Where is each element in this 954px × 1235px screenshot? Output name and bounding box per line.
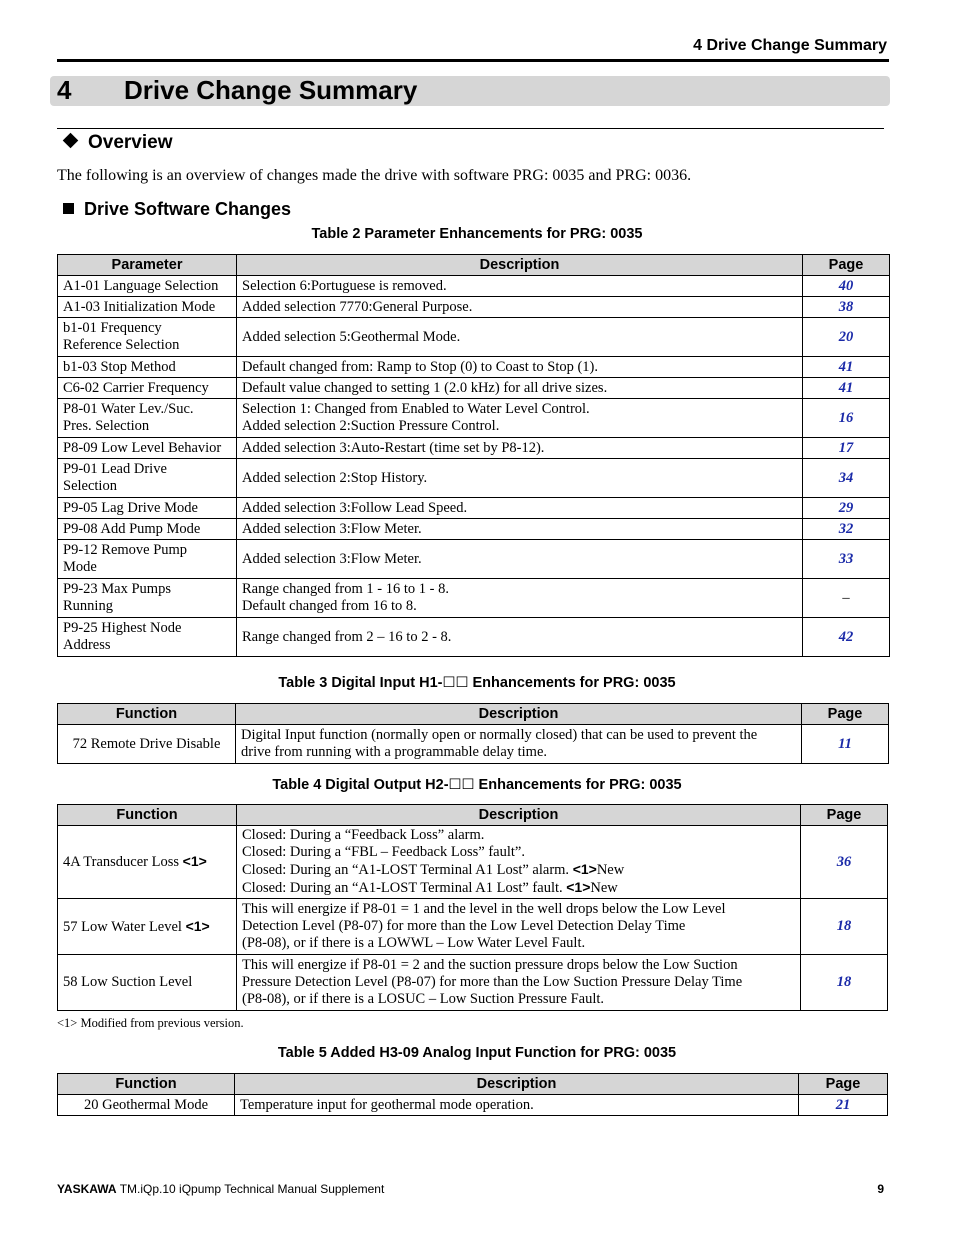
table-row	[58, 899, 888, 955]
cell-line: Closed: During an “A1-LOST Terminal A1 Lost” fault.	[242, 880, 567, 896]
cell-line: Added selection 7770:General Purpose.	[242, 298, 473, 315]
table-header-row	[58, 255, 890, 276]
table-row	[58, 498, 890, 519]
function-name: 57 Low Water Level	[63, 918, 182, 935]
new-label: New	[596, 862, 625, 878]
page-link[interactable]: 41	[803, 378, 890, 399]
parameter-cell	[58, 399, 237, 438]
cell-line: P9-12 Remove Pump	[63, 542, 188, 558]
page-link[interactable]: 21	[799, 1095, 888, 1116]
table-header-row	[58, 704, 889, 725]
cell-line: Address	[63, 637, 111, 653]
description-cell	[237, 438, 803, 459]
table-row	[58, 1095, 888, 1116]
cell-line: This will energize if P8-01 = 1 and the level in the well drops below the Low Level	[242, 901, 726, 917]
footnote-ref: <1>	[185, 917, 210, 934]
cell-line: Added selection 2:Suction Pressure Control.	[242, 418, 500, 434]
table2	[57, 254, 890, 657]
table-row	[58, 438, 890, 459]
cell-line: Default changed from: Ramp to Stop (0) to Coast to Stop (1).	[242, 358, 599, 375]
cell-line: P9-05 Lag Drive Mode	[63, 499, 198, 516]
page-link[interactable]: 20	[803, 318, 890, 357]
description-cell	[237, 297, 803, 318]
page-link[interactable]: 34	[803, 459, 890, 498]
description-cell	[237, 459, 803, 498]
column-header-description: Description	[237, 255, 803, 276]
cell-line: Temperature input for geothermal mode operation.	[240, 1096, 534, 1113]
column-header-description: Description	[236, 704, 802, 725]
table-row	[58, 540, 890, 579]
table-row	[58, 826, 888, 899]
function-cell: 20 Geothermal Mode	[58, 1095, 235, 1116]
parameter-cell	[58, 519, 237, 540]
description-cell	[237, 318, 803, 357]
overview-rule	[57, 128, 884, 129]
cell-line: Digital Input function (normally open or normally closed) that can be used to prevent the	[241, 727, 758, 743]
new-label: New	[590, 880, 618, 896]
description-cell	[237, 378, 803, 399]
header-rule	[57, 59, 889, 62]
column-header-page: Page	[802, 704, 889, 725]
description-cell	[237, 826, 801, 899]
table-row	[58, 276, 890, 297]
description-cell	[237, 498, 803, 519]
page-link[interactable]: 38	[803, 297, 890, 318]
column-header-description: Description	[237, 805, 801, 826]
description-cell	[237, 357, 803, 378]
page-link[interactable]: 18	[801, 955, 888, 1011]
table3-caption: Table 3 Digital Input H1-☐☐ Enhancements for PRG: 0035	[278, 675, 676, 691]
parameter-cell	[58, 318, 237, 357]
column-header-parameter: Parameter	[58, 255, 237, 276]
cell-line: P8-01 Water Lev./Suc.	[63, 401, 194, 417]
column-header-page: Page	[799, 1074, 888, 1095]
table2-caption: Table 2 Parameter Enhancements for PRG: 0035	[311, 226, 643, 242]
page-link[interactable]: 17	[803, 438, 890, 459]
parameter-cell	[58, 498, 237, 519]
page-link[interactable]: 16	[803, 399, 890, 438]
table5	[57, 1073, 888, 1116]
description-cell	[235, 1095, 799, 1116]
parameter-cell	[58, 540, 237, 579]
cell-line: Selection 6:Portuguese is removed.	[242, 277, 447, 294]
table-header-row	[58, 805, 888, 826]
cell-line: Added selection 3:Flow Meter.	[242, 550, 422, 567]
cell-line: Mode	[63, 559, 97, 575]
table4	[57, 804, 888, 1011]
cell-line: Default value changed to setting 1 (2.0 kHz) for all drive sizes.	[242, 379, 608, 396]
table3	[57, 703, 889, 764]
page-link[interactable]: 40	[803, 276, 890, 297]
cell-line: (P8-08), or if there is a LOWWL – Low Water Level Fault.	[242, 935, 586, 951]
drive-software-heading	[63, 199, 291, 220]
page-link[interactable]: 42	[803, 618, 890, 657]
parameter-cell	[58, 438, 237, 459]
parameter-cell	[58, 378, 237, 399]
parameter-cell	[58, 579, 237, 618]
diamond-bullet-icon	[63, 133, 79, 149]
description-cell	[237, 276, 803, 297]
page-link[interactable]: 18	[801, 899, 888, 955]
table5-caption: Table 5 Added H3-09 Analog Input Function for PRG: 0035	[277, 1045, 677, 1061]
page-value: –	[803, 579, 890, 618]
cell-line: Added selection 5:Geothermal Mode.	[242, 328, 461, 345]
chapter-title: Drive Change Summary	[124, 75, 418, 105]
cell-line: Range changed from 1 - 16 to 1 - 8.	[242, 581, 449, 597]
cell-line: P9-23 Max Pumps	[63, 581, 171, 597]
cell-line: Added selection 3:Flow Meter.	[242, 520, 422, 537]
table-row	[58, 297, 890, 318]
cell-line: A1-03 Initialization Mode	[63, 298, 216, 315]
cell-line: Pres. Selection	[63, 418, 150, 434]
table-row	[58, 459, 890, 498]
overview-heading-text: Overview	[88, 132, 173, 153]
cell-line: Running	[63, 598, 113, 614]
description-cell	[237, 618, 803, 657]
footer-page-number: 9	[877, 1182, 884, 1196]
footer-manual	[57, 1182, 384, 1196]
parameter-cell	[58, 357, 237, 378]
table4-footnote: <1> Modified from previous version.	[57, 1016, 244, 1030]
table-row	[58, 378, 890, 399]
cell-line: drive from running with a programmable delay time.	[241, 744, 548, 760]
cell-line: b1-03 Stop Method	[63, 358, 176, 375]
page-link[interactable]: 33	[803, 540, 890, 579]
description-cell	[237, 519, 803, 540]
cell-line: Added selection 3:Auto-Restart (time set by P8-12).	[242, 439, 545, 456]
cell-line: P9-01 Lead Drive	[63, 461, 167, 477]
cell-line: P9-25 Highest Node	[63, 620, 182, 636]
cell-line: Added selection 3:Follow Lead Speed.	[242, 499, 468, 516]
table-row	[58, 955, 888, 1011]
description-cell	[237, 955, 801, 1011]
column-header-function: Function	[58, 1074, 235, 1095]
cell-line: Closed: During a “Feedback Loss” alarm.	[242, 827, 485, 843]
description-cell	[237, 540, 803, 579]
table4-caption: Table 4 Digital Output H2-☐☐ Enhancements for PRG: 0035	[272, 777, 682, 793]
table-row	[58, 725, 889, 764]
table-header-row	[58, 1074, 888, 1095]
cell-line: Closed: During an “A1-LOST Terminal A1 Lost” alarm.	[242, 862, 573, 878]
table-row	[58, 357, 890, 378]
page-link[interactable]: 29	[803, 498, 890, 519]
cell-line: (P8-08), or if there is a LOSUC – Low Suction Pressure Fault.	[242, 991, 605, 1007]
overview-text: The following is an overview of changes made the drive with software PRG: 0035 and PRG: 0036.	[57, 167, 692, 184]
page-link[interactable]: 41	[803, 357, 890, 378]
function-name: 58 Low Suction Level	[63, 974, 193, 990]
description-cell	[237, 899, 801, 955]
parameter-cell	[58, 297, 237, 318]
cell-line: C6-02 Carrier Frequency	[63, 379, 209, 396]
page-link[interactable]: 32	[803, 519, 890, 540]
table-row	[58, 399, 890, 438]
running-header: 4 Drive Change Summary	[693, 37, 887, 54]
description-cell	[237, 579, 803, 618]
description-cell	[236, 725, 802, 764]
cell-line: Selection 1: Changed from Enabled to Water Level Control.	[242, 401, 590, 417]
column-header-description: Description	[235, 1074, 799, 1095]
cell-line: Range changed from 2 – 16 to 2 - 8.	[242, 628, 452, 645]
square-bullet-icon	[63, 203, 74, 214]
cell-line: Closed: During a “FBL – Feedback Loss” fault”.	[242, 844, 525, 860]
cell-line: P8-09 Low Level Behavior	[63, 439, 222, 456]
table-row	[58, 318, 890, 357]
chapter-number: 4	[57, 75, 72, 105]
cell-line: Detection Level (P8-07) for more than the Low Level Detection Delay Time	[242, 918, 686, 934]
table-row	[58, 579, 890, 618]
function-name: 4A Transducer Loss	[63, 854, 180, 870]
column-header-function: Function	[58, 805, 237, 826]
function-cell	[58, 826, 237, 899]
overview-heading	[61, 132, 173, 154]
page-link[interactable]: 36	[801, 826, 888, 899]
footer-brand: YASKAWA	[57, 1182, 117, 1196]
cell-line: A1-01 Language Selection	[63, 277, 219, 294]
parameter-cell	[58, 459, 237, 498]
cell-line: Selection	[63, 478, 117, 494]
cell-line: Added selection 2:Stop History.	[242, 469, 428, 486]
column-header-page: Page	[801, 805, 888, 826]
column-header-function: Function	[58, 704, 236, 725]
cell-line: Pressure Detection Level (P8-07) for more than the Low Suction Pressure Delay Time	[242, 974, 743, 990]
footnote-ref: <1>	[572, 861, 597, 877]
description-cell	[237, 399, 803, 438]
cell-line: Default changed from 16 to 8.	[242, 598, 417, 614]
cell-line: b1-01 Frequency	[63, 320, 162, 336]
cell-line: This will energize if P8-01 = 2 and the suction pressure drops below the Low Suction	[242, 957, 738, 973]
cell-line: P9-08 Add Pump Mode	[63, 520, 201, 537]
cell-line: Reference Selection	[63, 337, 180, 353]
footer-manual-title: TM.iQp.10 iQpump Technical Manual Supplement	[119, 1182, 385, 1196]
footnote-ref: <1>	[566, 879, 591, 895]
drive-software-heading-text: Drive Software Changes	[84, 199, 292, 219]
function-cell	[58, 955, 237, 1011]
table-row	[58, 519, 890, 540]
table-row	[58, 618, 890, 657]
footnote-ref: <1>	[182, 853, 207, 869]
function-cell: 72 Remote Drive Disable	[58, 725, 236, 764]
function-cell	[58, 899, 237, 955]
parameter-cell	[58, 276, 237, 297]
page-link[interactable]: 11	[802, 725, 889, 764]
parameter-cell	[58, 618, 237, 657]
column-header-page: Page	[803, 255, 890, 276]
